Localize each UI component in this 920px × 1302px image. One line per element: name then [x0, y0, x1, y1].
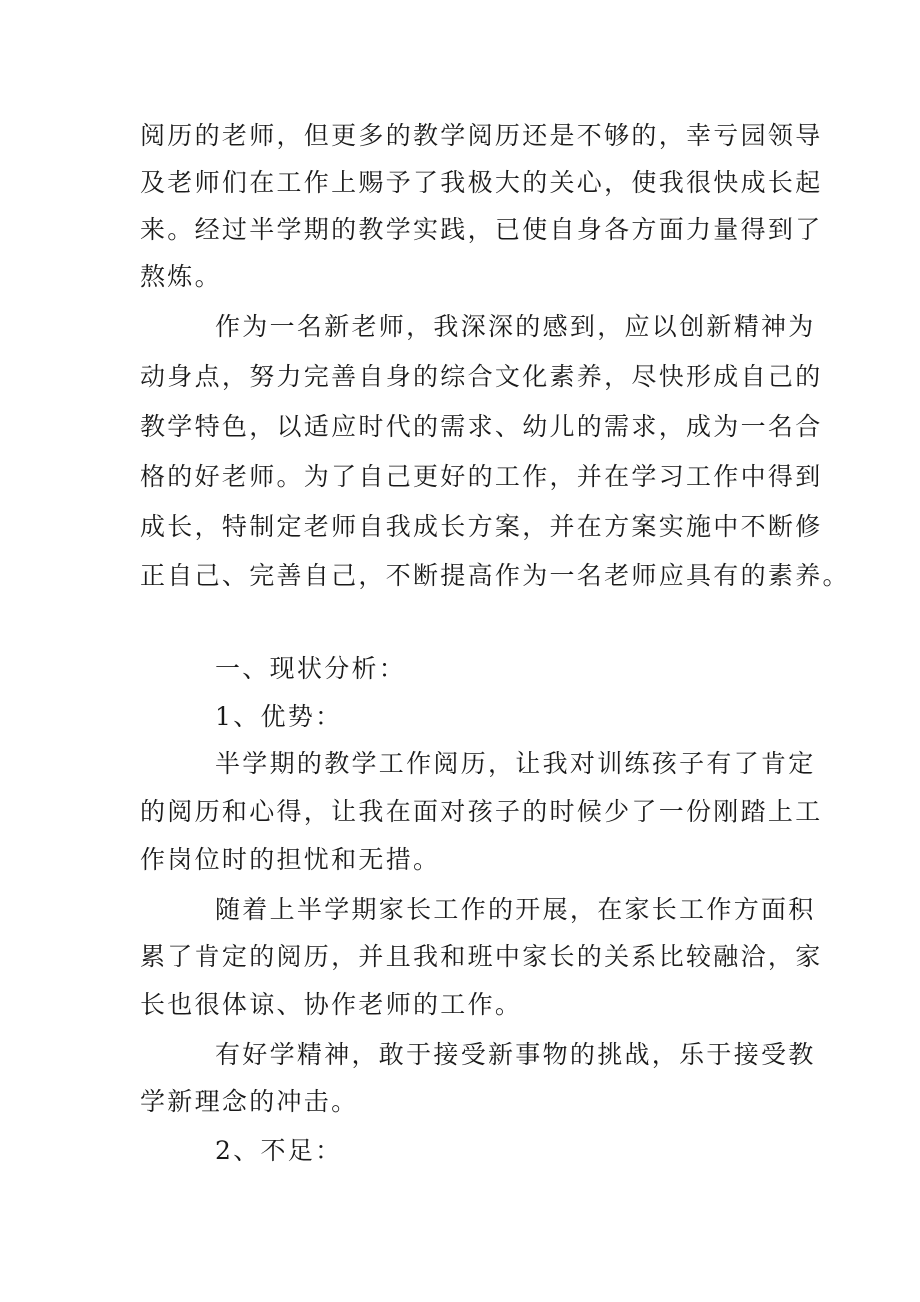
- text-line: 来。经过半学期的教学实践，已使自身各方面力量得到了: [140, 215, 823, 244]
- paragraph-first-line: 有好学精神，敢于接受新事物的挑战，乐于接受教: [215, 1040, 816, 1069]
- paragraph-first-line: 作为一名新老师，我深深的感到，应以创新精神为: [215, 312, 816, 341]
- text-line: 及老师们在工作上赐予了我极大的关心，使我很快成长起: [140, 168, 823, 197]
- text-line: 长也很体谅、协作老师的工作。: [140, 990, 523, 1019]
- text-line: 教学特色，以适应时代的需求、幼儿的需求，成为一名合: [140, 412, 823, 441]
- text-line: 正自己、完善自己，不断提高作为一名老师应具有的素养。: [140, 561, 850, 590]
- text-line: 累了肯定的阅历，并且我和班中家长的关系比较融洽，家: [140, 942, 823, 971]
- text-line: 作岗位时的担忧和无措。: [140, 845, 441, 874]
- text-line: 阅历的老师，但更多的教学阅历还是不够的，幸亏园领导: [140, 121, 823, 150]
- section-heading: 一、现状分析：: [215, 654, 407, 683]
- text-line: 格的好老师。为了自己更好的工作，并在学习工作中得到: [140, 462, 823, 491]
- text-line: 的阅历和心得，让我在面对孩子的时候少了一份刚踏上工: [140, 797, 823, 826]
- paragraph-first-line: 半学期的教学工作阅历，让我对训练孩子有了肯定: [215, 749, 816, 778]
- text-line: 学新理念的冲击。: [140, 1087, 359, 1116]
- text-line: 成长，特制定老师自我成长方案，并在方案实施中不断修: [140, 512, 823, 541]
- subsection-heading: 2、不足：: [215, 1136, 343, 1165]
- subsection-heading: 1、优势：: [215, 702, 343, 731]
- text-line: 动身点，努力完善自身的综合文化素养，尽快形成自己的: [140, 362, 823, 391]
- paragraph-first-line: 随着上半学期家长工作的开展，在家长工作方面积: [215, 895, 816, 924]
- text-line: 熬炼。: [140, 262, 222, 291]
